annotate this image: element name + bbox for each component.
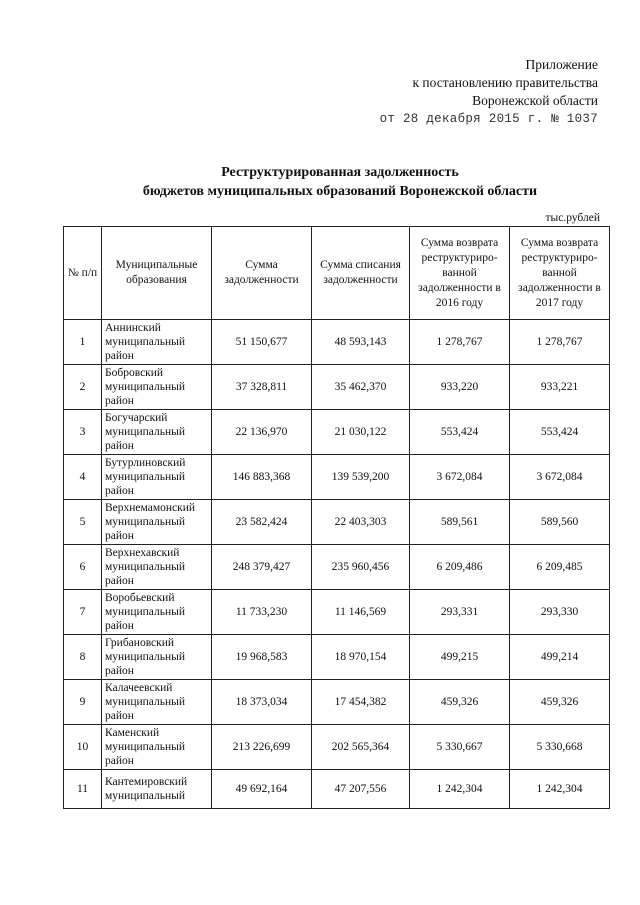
cell-return-2016: 1 278,767 [410,320,510,365]
cell-num: 6 [64,545,102,590]
table-row [64,680,610,725]
cell-num: 4 [64,455,102,500]
document-title [0,163,640,201]
cell-return-2016: 1 242,304 [410,770,510,809]
cell-writeoff: 11 146,569 [312,590,410,635]
table-header-row [64,227,610,320]
appendix-line3: Воронежской области [472,93,598,108]
header-num: № п/п [64,227,102,320]
cell-return-2016: 6 209,486 [410,545,510,590]
cell-writeoff: 18 970,154 [312,635,410,680]
cell-writeoff: 202 565,364 [312,725,410,770]
title-line2: бюджетов муниципальных образований Воронежской области [142,184,538,199]
cell-return-2016: 553,424 [410,410,510,455]
cell-return-2016: 293,331 [410,590,510,635]
cell-return-2016: 933,220 [410,365,510,410]
cell-debt: 18 373,034 [212,680,312,725]
table-row [64,455,610,500]
cell-writeoff: 22 403,303 [312,500,410,545]
cell-name: Грибановский муниципальный район [102,635,212,680]
title-line1: Реструктурированная задолженность [221,165,459,180]
table-row [64,545,610,590]
header-writeoff: Сумма списания задолженности [312,227,410,320]
table-row [64,365,610,410]
header-name: Муниципальные образования [102,227,212,320]
cell-return-2017: 933,221 [510,365,610,410]
table-row [64,725,610,770]
header-debt: Сумма задолженности [212,227,312,320]
cell-return-2016: 499,215 [410,635,510,680]
cell-debt: 37 328,811 [212,365,312,410]
unit-label: тыс.рублей [545,212,600,224]
cell-num: 8 [64,635,102,680]
cell-return-2017: 553,424 [510,410,610,455]
cell-writeoff: 35 462,370 [312,365,410,410]
cell-return-2017: 459,326 [510,680,610,725]
cell-return-2017: 6 209,485 [510,545,610,590]
cell-num: 2 [64,365,102,410]
cell-writeoff: 21 030,122 [312,410,410,455]
cell-name: Воробьевский муниципальный район [102,590,212,635]
appendix-line2: к постановлению правительства [412,75,598,90]
cell-writeoff: 47 207,556 [312,770,410,809]
appendix-date: от 28 декабря 2015 г. № 1037 [379,112,598,126]
cell-writeoff: 48 593,143 [312,320,410,365]
cell-return-2017: 589,560 [510,500,610,545]
cell-debt: 51 150,677 [212,320,312,365]
cell-name: Аннинский муниципальный район [102,320,212,365]
cell-debt: 49 692,164 [212,770,312,809]
cell-return-2017: 499,214 [510,635,610,680]
cell-num: 5 [64,500,102,545]
header-return-2017: Сумма возврата реструктуриро-ванной задолженности в 2017 году [510,227,610,320]
cell-return-2017: 1 278,767 [510,320,610,365]
cell-debt: 146 883,368 [212,455,312,500]
cell-debt: 23 582,424 [212,500,312,545]
cell-writeoff: 139 539,200 [312,455,410,500]
cell-name: Каменский муниципальный район [102,725,212,770]
cell-return-2016: 3 672,084 [410,455,510,500]
appendix-block [380,56,598,128]
cell-name: Богучарский муниципальный район [102,410,212,455]
table-row [64,500,610,545]
appendix-line1: Приложение [525,57,598,72]
cell-name: Верхнехавский муниципальный район [102,545,212,590]
cell-name: Верхнемамонский муниципальный район [102,500,212,545]
cell-return-2017: 5 330,668 [510,725,610,770]
cell-return-2016: 459,326 [410,680,510,725]
table-row [64,590,610,635]
cell-return-2016: 5 330,667 [410,725,510,770]
cell-num: 3 [64,410,102,455]
cell-num: 1 [64,320,102,365]
cell-name: Бобровский муниципальный район [102,365,212,410]
cell-debt: 22 136,970 [212,410,312,455]
cell-return-2017: 3 672,084 [510,455,610,500]
table-row [64,320,610,365]
cell-writeoff: 17 454,382 [312,680,410,725]
cell-debt: 11 733,230 [212,590,312,635]
table-row [64,410,610,455]
debt-table [63,226,610,809]
cell-return-2017: 293,330 [510,590,610,635]
cell-num: 9 [64,680,102,725]
cell-num: 7 [64,590,102,635]
cell-debt: 248 379,427 [212,545,312,590]
cell-writeoff: 235 960,456 [312,545,410,590]
header-return-2016: Сумма возврата реструктуриро-ванной задолженности в 2016 году [410,227,510,320]
table-row [64,770,610,809]
cell-return-2017: 1 242,304 [510,770,610,809]
cell-return-2016: 589,561 [410,500,510,545]
table-row [64,635,610,680]
cell-name: Бутурлиновский муниципальный район [102,455,212,500]
cell-debt: 213 226,699 [212,725,312,770]
cell-name: Калачеевский муниципальный район [102,680,212,725]
cell-debt: 19 968,583 [212,635,312,680]
cell-name: Кантемировский муниципальный [102,770,212,809]
cell-num: 11 [64,770,102,809]
cell-num: 10 [64,725,102,770]
